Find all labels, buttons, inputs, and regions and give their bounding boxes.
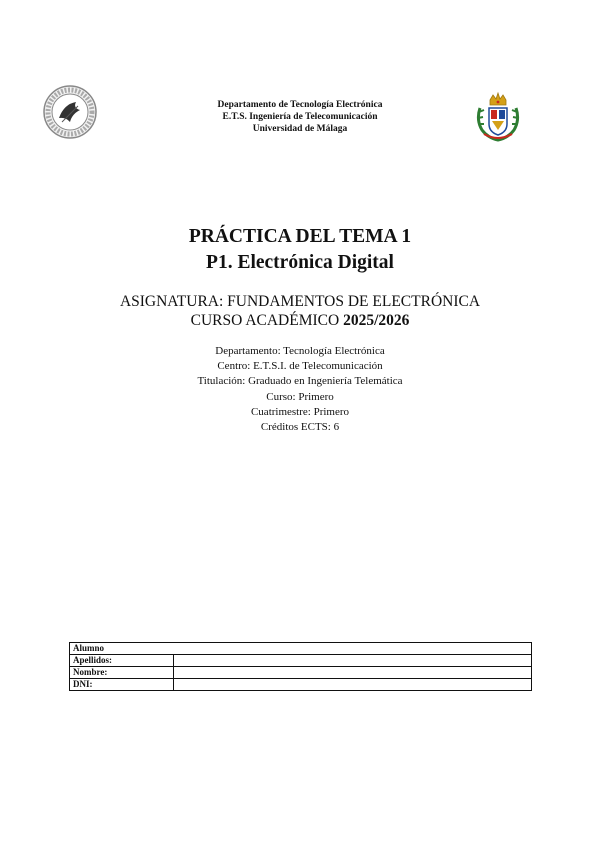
header-university: Universidad de Málaga (252, 124, 348, 134)
detail-department: Departamento: Tecnología Electrónica (215, 345, 385, 357)
surname-label: Apellidos: (70, 655, 174, 667)
academic-year-value: 2025/2026 (343, 312, 410, 329)
table-header-student: Alumno (70, 643, 532, 655)
table-row (70, 679, 532, 691)
practice-title: PRÁCTICA DEL TEMA 1 (188, 226, 412, 247)
name-field[interactable] (174, 667, 532, 679)
table-header-row (70, 643, 532, 655)
detail-degree: Titulación: Graduado en Ingeniería Telemática (197, 375, 403, 388)
table-row (70, 667, 532, 679)
header-school: E.T.S. Ingeniería de Telecomunicación (222, 112, 378, 122)
dni-label: DNI: (70, 679, 174, 691)
subject-block (0, 292, 600, 330)
table-row (70, 655, 532, 667)
dni-field[interactable] (174, 679, 532, 691)
surname-field[interactable] (174, 655, 532, 667)
detail-year: Curso: Primero (266, 390, 334, 403)
course-details (0, 344, 600, 435)
academic-year-line (0, 311, 600, 330)
institution-header (160, 99, 440, 135)
detail-center: Centro: E.T.S.I. de Telecomunicación (217, 360, 383, 373)
detail-credits: Créditos ECTS: 6 (260, 421, 340, 434)
header-department: Departamento de Tecnología Electrónica (217, 100, 383, 110)
detail-semester: Cuatrimestre: Primero (250, 405, 350, 418)
university-seal-icon (42, 84, 98, 140)
academic-year-label: CURSO ACADÉMICO (190, 312, 344, 329)
practice-subtitle: P1. Electrónica Digital (206, 252, 394, 273)
subject-name: ASIGNATURA: FUNDAMENTOS DE ELECTRÓNICA (119, 293, 481, 310)
student-info-table (69, 642, 532, 691)
name-label: Nombre: (70, 667, 174, 679)
coat-of-arms-icon (476, 90, 520, 142)
